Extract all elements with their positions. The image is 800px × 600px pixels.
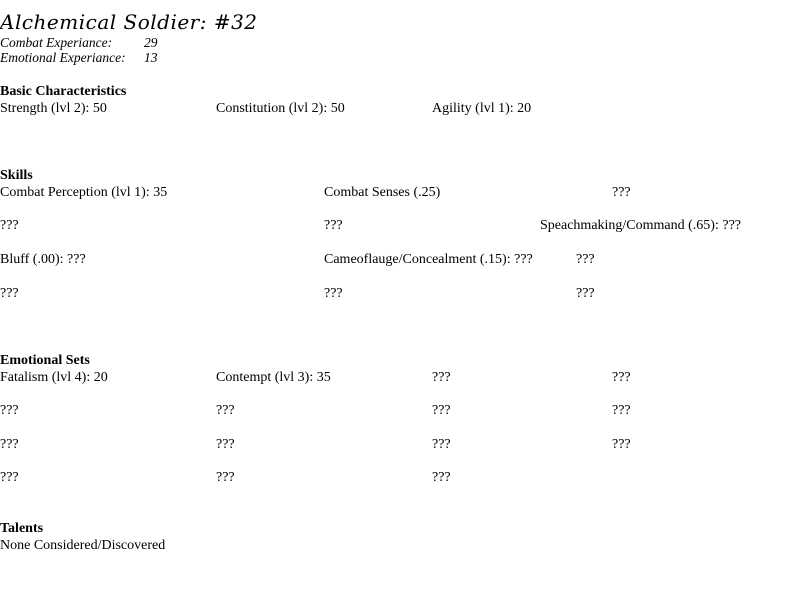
skill-cell: ??? [0,286,19,301]
skill-cell: ??? [576,286,595,301]
emotional-set-cell: ??? [216,437,235,452]
skill-cell: Combat Perception (lvl 1): 35 [0,185,168,200]
skill-cell: ??? [324,218,343,233]
emotional-set-cell: Contempt (lvl 3): 35 [216,370,331,385]
emotional-set-cell: ??? [432,403,451,418]
emotional-set-cell: ??? [0,470,19,485]
basic-characteristic-constitution: Constitution (lvl 2): 50 [216,101,345,116]
emotional-experience-label: Emotional Experiance: [0,50,126,65]
emotional-sets-heading: Emotional Sets [0,353,90,368]
emotional-set-cell: Fatalism (lvl 4): 20 [0,370,108,385]
skill-cell: Bluff (.00): ??? [0,252,86,267]
emotional-set-cell: ??? [612,370,631,385]
skills-heading: Skills [0,168,33,183]
emotional-set-cell: ??? [216,403,235,418]
skill-cell: ??? [576,252,595,267]
emotional-set-cell: ??? [432,470,451,485]
skill-cell: ??? [324,286,343,301]
basic-characteristic-strength: Strength (lvl 2): 50 [0,101,107,116]
emotional-experience-value: 13 [144,50,158,65]
talents-heading: Talents [0,521,44,536]
emotional-set-cell: ??? [216,470,235,485]
skill-cell: ??? [0,218,19,233]
page-title: Alchemical Soldier: #32 [0,10,258,34]
emotional-set-cell: ??? [0,437,19,452]
talents-text: None Considered/Discovered [0,538,166,553]
skill-cell: Speachmaking/Command (.65): ??? [540,218,741,233]
combat-experience-value: 29 [144,35,158,50]
basic-characteristics-heading: Basic Characteristics [0,84,127,99]
skill-cell: Combat Senses (.25) [324,185,441,200]
emotional-set-cell: ??? [0,403,19,418]
combat-experience-label: Combat Experiance: [0,35,113,50]
skill-cell: ??? [612,185,631,200]
basic-characteristic-agility: Agility (lvl 1): 20 [432,101,532,116]
emotional-set-cell: ??? [432,370,451,385]
emotional-set-cell: ??? [612,437,631,452]
skill-cell: Cameoflauge/Concealment (.15): ??? [324,252,533,267]
emotional-set-cell: ??? [432,437,451,452]
emotional-set-cell: ??? [612,403,631,418]
